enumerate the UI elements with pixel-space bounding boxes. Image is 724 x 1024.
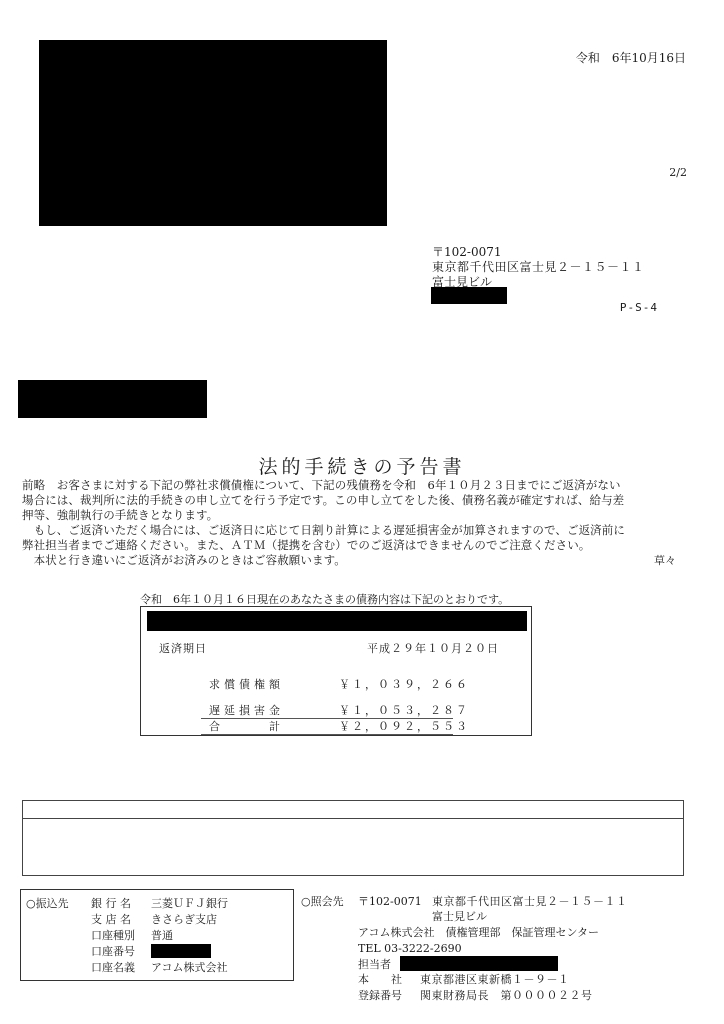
bank-label: 支 店 名 (91, 913, 131, 926)
contact-address-line1: 東京都千代田区富士見２－１５－１１ (432, 895, 628, 908)
debt-total-underline (201, 734, 453, 735)
bank-value: 三菱ＵＦＪ銀行 (151, 897, 228, 910)
debt-row-label: 求償債権額 (209, 678, 284, 691)
sender-address-line1: 東京都千代田区富士見２－１５－１１ (432, 260, 645, 274)
notice-box (22, 800, 684, 876)
bank-label: 口座種別 (91, 929, 135, 942)
contact-heading: ○照会先 (301, 895, 344, 908)
contact-person-label: 担当者 (358, 958, 391, 971)
bank-value: きさらぎ支店 (151, 913, 217, 926)
contact-department: アコム株式会社 債権管理部 保証管理センター (358, 926, 600, 939)
debt-row-value: ￥１，０３９，２６６ (339, 678, 469, 691)
contact-reg-value: 関東財務局長 第００００２２号 (420, 989, 593, 1002)
sender-address-line2: 富士見ビル (432, 275, 493, 289)
debt-row-value: ￥１，０５３，２８７ (339, 704, 469, 717)
contact-reg-label: 登録番号 (358, 989, 402, 1002)
debt-table (140, 606, 532, 736)
contact-postal: 〒102-0071 (358, 895, 422, 908)
redacted-contact-person (400, 956, 558, 971)
document-code: P-S-4 (619, 301, 658, 314)
contact-hq-label: 本 社 (358, 973, 402, 986)
bank-transfer-box (20, 889, 294, 981)
contact-hq-address: 東京都港区東新橋１－９－１ (420, 973, 570, 986)
body-text (22, 478, 625, 568)
body-line: 押等、強制執行の手続きとなります。 (22, 508, 219, 522)
closing-word: 草々 (654, 554, 676, 567)
due-date-label: 返済期日 (159, 642, 207, 655)
contact-tel: TEL 03-3222-2690 (358, 942, 462, 955)
body-line: 本状と行き違いにご返済がお済みのときはご容赦願います。 (22, 553, 346, 567)
page-indicator: 2/2 (669, 166, 687, 179)
document-date: 令和 6年10月16日 (575, 51, 686, 65)
debt-total-value: ￥２，０９２，５５３ (339, 720, 469, 733)
bank-label: 口座名義 (91, 961, 135, 974)
bank-value: 普通 (151, 929, 173, 942)
due-date-value: 平成２９年１０月２０日 (367, 642, 499, 655)
bank-heading: ○振込先 (26, 897, 69, 910)
body-line: 場合には、裁判所に法的手続きの申し立てを行う予定です。この申し立てをした後、債務名義が確定すれば、給与差 (22, 493, 625, 507)
sender-postal-code: 〒102-0071 (432, 245, 502, 259)
debt-row-label: 合 計 (209, 720, 284, 733)
debt-row-label: 遅延損害金 (209, 704, 284, 717)
redacted-account-info (147, 611, 527, 631)
bank-value: アコム株式会社 (151, 961, 228, 974)
redacted-recipient-block (39, 40, 387, 226)
body-line: もし、ご返済いただく場合には、ご返済日に応じて日割り計算による遅延損害金が加算されますので、ご返済前に (22, 523, 625, 537)
body-line: 弊社担当者までご連絡ください。また、ＡＴＭ（提携を含む）でのご返済はできませんのでご注意ください。 (22, 538, 591, 552)
document-title: 法的手続きの予告書 (258, 456, 466, 478)
debt-intro: 令和 6年１０月１６日現在のあなたさまの債務内容は下記のとおりです。 (140, 593, 510, 606)
contact-address-line2: 富士見ビル (432, 910, 487, 923)
bank-label: 銀 行 名 (91, 897, 131, 910)
redacted-customer-name (18, 380, 207, 418)
bank-label: 口座番号 (91, 945, 135, 958)
notice-box-divider (23, 818, 683, 819)
body-line: 前略 お客さまに対する下記の弊社求償債権について、下記の残債務を令和 6年１０月２３日までにご返済がない (22, 478, 621, 492)
redacted-account-number (151, 944, 211, 958)
